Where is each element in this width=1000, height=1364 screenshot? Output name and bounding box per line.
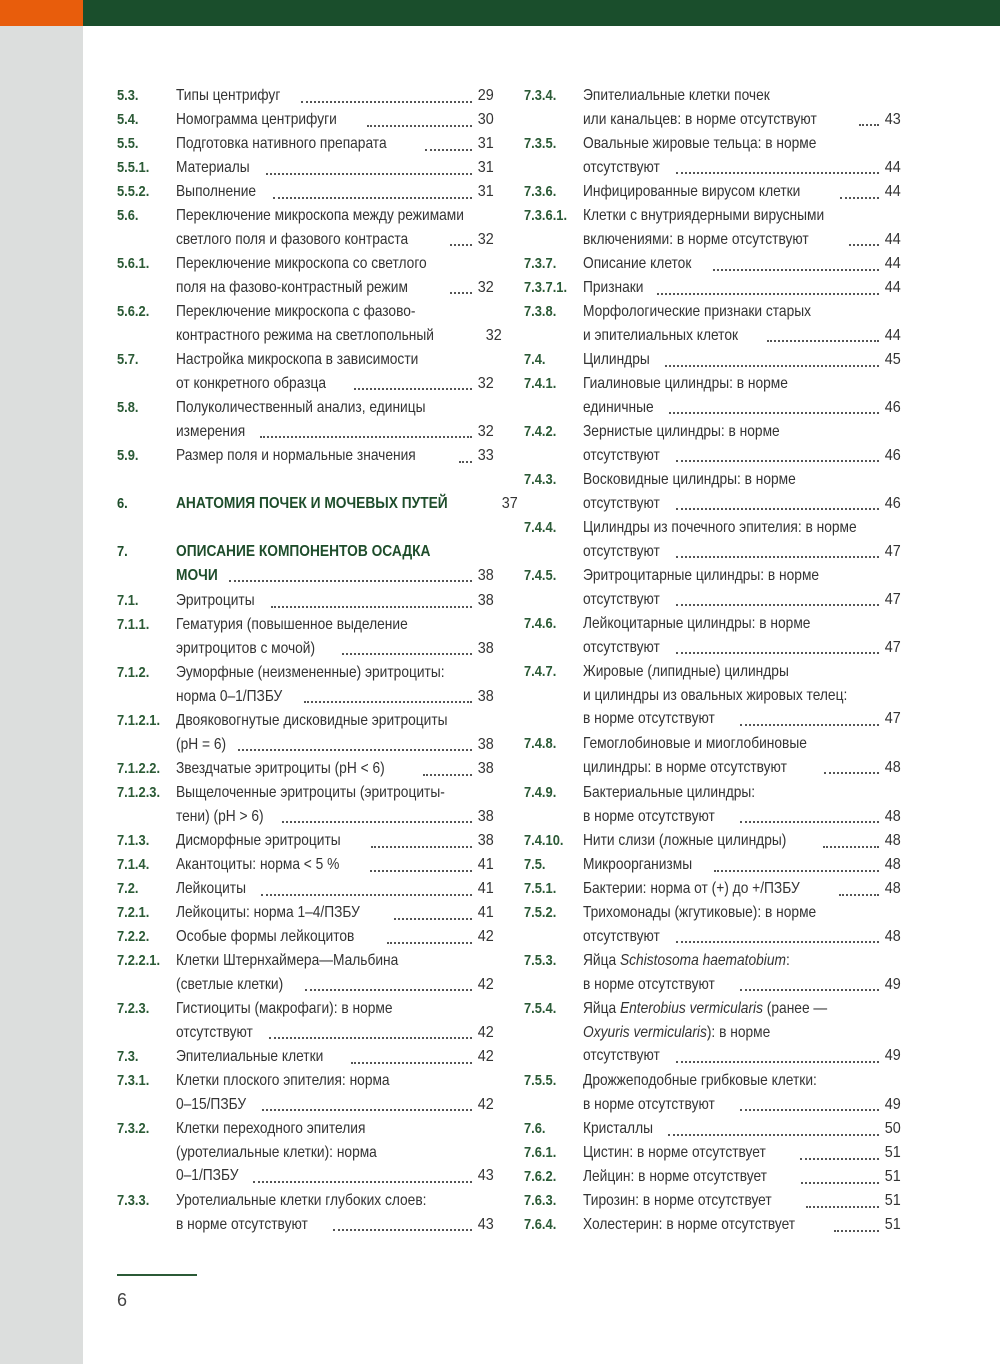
dot-leader [839, 894, 879, 896]
toc-entry-page: 48 [884, 880, 901, 897]
toc-entry-title: Гематурия (повышенное выделение [176, 616, 408, 633]
toc-entry-title: Описание клеток [583, 255, 692, 272]
toc-entry-title: Яйца Enterobius vermicularis (ранее — [583, 1000, 828, 1017]
toc-entry-title: Лейкоцитарные цилиндры: в норме [583, 615, 811, 632]
toc-entry-title: Холестерин: в норме отсутствует [583, 1216, 796, 1233]
toc-entry-title: поля на фазово-контрастный режим [176, 278, 408, 296]
toc-entry-page: 48 [884, 807, 901, 825]
toc-entry-title: включениями: в норме отсутствуют [583, 230, 809, 248]
toc-entry-number: 5.5.2. [117, 183, 150, 200]
dot-leader [801, 1182, 879, 1184]
toc-entry-title: (уротелиальные клетки): норма [176, 1143, 377, 1161]
toc-entry-title: Переключение микроскопа с фазово- [176, 303, 416, 320]
toc-entry-title: Кристаллы [583, 1120, 653, 1137]
dot-leader [665, 365, 880, 367]
toc-entry-number: 7.3.2. [117, 1120, 150, 1137]
toc-entry-number: 7.4.1. [524, 375, 557, 392]
toc-entry-title: отсутствуют [583, 542, 660, 560]
toc-entry-page: 47 [884, 638, 901, 656]
toc-entry-page: 47 [884, 710, 901, 727]
toc-entry-title: Бактерии: норма от (+) до +/ПЗБУ [583, 880, 800, 897]
dot-leader [262, 1109, 473, 1111]
toc-entry-page: 48 [884, 927, 901, 945]
toc-entry-title: Нити слизи (ложные цилиндры) [583, 832, 787, 849]
toc-entry-page: 32 [477, 422, 494, 440]
toc-entry-page: 44 [884, 255, 901, 272]
toc-entry-title: единичные [583, 398, 654, 416]
toc-entry-number: 7.5. [524, 856, 546, 873]
toc-entry-number: 7.6.4. [524, 1216, 557, 1233]
dot-leader [824, 772, 879, 774]
toc-entry-page: 32 [477, 278, 494, 296]
toc-entry-page: 38 [477, 735, 494, 753]
dot-leader [676, 941, 879, 943]
toc-entry-page: 46 [884, 446, 901, 464]
toc-entry-title: Типы центрифуг [176, 87, 281, 104]
toc-entry-page: 38 [477, 566, 494, 584]
dot-leader [657, 293, 879, 295]
toc-entry-number: 7.6. [524, 1120, 546, 1137]
toc-entry-number: 7.5.2. [524, 904, 557, 921]
dot-leader [253, 1181, 473, 1183]
toc-entry-page: 48 [884, 856, 901, 873]
toc-entry-title: контрастного режима на светлопольный [176, 326, 434, 344]
toc-entry-title: цилиндры: в норме отсутствуют [583, 758, 787, 776]
toc-entry-title: АНАТОМИЯ ПОЧЕК И МОЧЕВЫХ ПУТЕЙ [176, 495, 448, 512]
toc-entry-title: Эпителиальные клетки почек [583, 87, 770, 104]
toc-entry-page: 41 [477, 856, 494, 873]
toc-entry-page: 38 [477, 760, 494, 777]
toc-entry-page: 51 [884, 1216, 901, 1233]
header-green-band [83, 0, 1000, 26]
toc-entry-page: 43 [477, 1167, 494, 1184]
toc-entry-page: 49 [884, 1095, 901, 1113]
toc-entry-page: 48 [884, 832, 901, 849]
toc-entry-number: 7.1.2.1. [117, 712, 161, 729]
toc-entry-page: 37 [501, 495, 518, 512]
dot-leader [800, 1158, 880, 1160]
dot-leader [676, 508, 879, 510]
toc-entry-title: Настройка микроскопа в зависимости [176, 351, 419, 368]
toc-entry-number: 7.4.4. [524, 519, 557, 536]
toc-entry-page: 41 [477, 880, 494, 897]
toc-entry-number: 5.9. [117, 447, 139, 464]
left-margin-strip [0, 26, 83, 1364]
toc-entry-title: Выщелоченные эритроциты (эритроциты- [176, 784, 445, 801]
toc-entry-number: 7.4.10. [524, 832, 564, 849]
toc-entry-number: 7.2.2.1. [117, 952, 161, 969]
dot-leader [305, 989, 473, 991]
toc-entry-title: (светлые клетки) [176, 975, 284, 993]
dot-leader [849, 244, 879, 246]
toc-entry-page: 44 [884, 230, 901, 248]
dot-leader [740, 1109, 879, 1111]
toc-entry-number: 7.1. [117, 592, 139, 609]
dot-leader [676, 604, 879, 606]
toc-entry-number: 7.1.4. [117, 856, 150, 873]
toc-entry-number: 5.4. [117, 111, 139, 128]
toc-entry-number: 7.4. [524, 351, 546, 368]
toc-entry-number: 7. [117, 543, 128, 560]
toc-entry-number: 5.6. [117, 207, 139, 224]
toc-entry-title: (pH = 6) [176, 735, 227, 753]
toc-entry-title: Яйца Schistosoma haematobium: [583, 952, 790, 969]
toc-entry-title: светлого поля и фазового контраста [176, 230, 409, 248]
page-number: 6 [117, 1290, 128, 1310]
dot-leader [767, 340, 879, 342]
toc-entry-title: Клетки Штернхаймера—Мальбина [176, 952, 399, 969]
dot-leader [367, 125, 472, 127]
toc-entry-page: 30 [477, 111, 494, 128]
toc-entry-title: Эритроцитарные цилиндры: в норме [583, 567, 820, 584]
toc-entry-number: 7.5.1. [524, 880, 557, 897]
dot-leader [676, 1061, 879, 1063]
toc-entry-number: 7.5.5. [524, 1072, 557, 1089]
toc-entry-number: 7.4.6. [524, 615, 557, 632]
dot-leader [740, 989, 879, 991]
toc-entry-number: 7.6.2. [524, 1168, 557, 1185]
toc-entry-number: 5.3. [117, 87, 139, 104]
toc-entry-title: эритроцитов с мочой) [176, 639, 316, 657]
dot-leader [668, 1134, 879, 1136]
toc-entry-title: Oxyuris vermicularis): в норме [583, 1023, 771, 1041]
toc-entry-title: Цистин: в норме отсутствует [583, 1144, 766, 1161]
toc-entry-title: Двояковогнутые дисковидные эритроциты [176, 712, 448, 729]
toc-entry-title: ОПИСАНИЕ КОМПОНЕНТОВ ОСАДКА [176, 543, 431, 560]
toc-entry-number: 7.3.6.1. [524, 207, 568, 224]
toc-entry-title: Тирозин: в норме отсутствует [583, 1192, 772, 1209]
toc-entry-number: 7.1.2.3. [117, 784, 161, 801]
dot-leader [370, 870, 472, 872]
toc-entry-page: 42 [477, 928, 494, 945]
toc-entry-title: тени) (pH > 6) [176, 807, 264, 825]
dot-leader [282, 821, 472, 823]
dot-leader [271, 606, 472, 608]
toc-entry-title: Лейцин: в норме отсутствует [583, 1168, 767, 1185]
toc-entry-page: 44 [884, 326, 901, 344]
toc-entry-title: Лейкоциты [176, 880, 246, 897]
toc-entry-number: 7.3.6. [524, 183, 557, 200]
toc-entry-title: Жировые (липидные) цилиндры [583, 663, 789, 680]
dot-leader [387, 942, 472, 944]
toc-entry-page: 41 [477, 904, 494, 921]
dot-leader [301, 101, 472, 103]
toc-entry-number: 5.8. [117, 399, 139, 416]
toc-entry-title: 0–15/ПЗБУ [176, 1095, 247, 1113]
toc-entry-page: 51 [884, 1144, 901, 1161]
toc-entry-page: 42 [477, 1095, 494, 1113]
toc-entry-page: 42 [477, 1048, 494, 1065]
toc-entry-page: 32 [477, 230, 494, 248]
toc-entry-title: Цилиндры [583, 351, 650, 368]
dot-leader [676, 556, 879, 558]
toc-entry-number: 5.6.2. [117, 303, 150, 320]
toc-entry-page: 38 [477, 687, 494, 705]
toc-entry-number: 7.4.5. [524, 567, 557, 584]
toc-entry-number: 7.5.3. [524, 952, 557, 969]
dot-leader [266, 173, 473, 175]
dot-leader [450, 292, 473, 294]
dot-leader [676, 652, 879, 654]
toc-entry-page: 33 [477, 447, 494, 464]
toc-entry-page: 42 [477, 1023, 494, 1041]
toc-entry-number: 5.6.1. [117, 255, 150, 272]
toc-entry-title: Особые формы лейкоцитов [176, 928, 355, 945]
toc-entry-title: Клетки переходного эпителия [176, 1120, 366, 1137]
toc-entry-page: 31 [477, 159, 494, 176]
toc-entry-number: 7.3.4. [524, 87, 557, 104]
toc-entry-page: 49 [884, 1047, 901, 1064]
dot-leader [238, 749, 472, 751]
dot-leader [333, 1229, 472, 1231]
toc-entry-title: отсутствуют [583, 446, 660, 464]
toc-entry-number: 7.1.2. [117, 664, 150, 681]
toc-entry-title: отсутствуют [583, 927, 660, 945]
dot-leader [713, 269, 879, 271]
toc-entry-title: Подготовка нативного препарата [176, 135, 387, 152]
toc-entry-page: 51 [884, 1192, 901, 1209]
toc-entry-title: Эпителиальные клетки [176, 1048, 324, 1065]
dot-leader [273, 197, 472, 199]
toc-entry-title: Переключение микроскопа со светлого [176, 255, 427, 272]
toc-entry-number: 7.3. [117, 1048, 139, 1065]
toc-entry-number: 7.4.3. [524, 471, 557, 488]
toc-entry-page: 42 [477, 975, 494, 993]
toc-entry-title: Инфицированные вирусом клетки [583, 183, 801, 200]
toc-entry-page: 46 [884, 398, 901, 416]
toc-entry-number: 5.5.1. [117, 159, 150, 176]
toc-entry-page: 45 [884, 351, 901, 368]
toc-entry-title: МОЧИ [176, 566, 218, 584]
toc-entry-number: 7.4.7. [524, 663, 557, 680]
toc-entry-page: 49 [884, 975, 901, 993]
toc-entry-number: 7.2.2. [117, 928, 150, 945]
toc-entry-page: 51 [884, 1168, 901, 1185]
toc-entry-page: 38 [477, 639, 494, 657]
header-orange-block [0, 0, 83, 26]
toc-entry-title: отсутствуют [583, 158, 660, 176]
toc-entry-title: Морфологические признаки старых [583, 303, 812, 320]
toc-entry-title: Акантоциты: норма < 5 % [176, 856, 340, 873]
toc-entry-title: отсутствуют [176, 1023, 253, 1041]
dot-leader [840, 197, 879, 199]
dot-leader [450, 244, 472, 246]
toc-entry-page: 44 [884, 279, 901, 296]
toc-entry-title: от конкретного образца [176, 374, 327, 392]
dot-leader [459, 461, 472, 463]
toc-entry-page: 44 [884, 183, 901, 200]
toc-entry-title: Размер поля и нормальные значения [176, 447, 416, 464]
toc-entry-title: отсутствуют [583, 590, 660, 608]
toc-entry-page: 31 [477, 135, 494, 152]
toc-entry-title: Номограмма центрифуги [176, 111, 337, 128]
toc-entry-number: 7.2. [117, 880, 139, 897]
dot-leader [351, 1062, 472, 1064]
dot-leader [859, 124, 879, 126]
toc-entry-number: 7.3.3. [117, 1192, 150, 1209]
toc-entry-number: 7.1.3. [117, 832, 150, 849]
dot-leader [823, 846, 879, 848]
toc-entry-title: отсутствуют [583, 1047, 660, 1064]
toc-entry-title: Гемоглобиновые и миоглобиновые [583, 735, 807, 752]
toc-entry-page: 38 [477, 807, 494, 825]
dot-leader [229, 580, 473, 582]
toc-entry-page: 43 [477, 1215, 494, 1233]
toc-entry-title: Материалы [176, 159, 250, 176]
toc-entry-number: 7.6.3. [524, 1192, 557, 1209]
dot-leader [834, 1230, 880, 1232]
dot-leader [269, 1037, 472, 1039]
toc-entry-number: 7.5.4. [524, 1000, 557, 1017]
dot-leader [371, 846, 472, 848]
toc-entry-number: 7.3.7. [524, 255, 557, 272]
toc-entry-page: 50 [884, 1120, 901, 1137]
toc-entry-title: Гиалиновые цилиндры: в норме [583, 375, 788, 392]
toc-entry-number: 7.4.2. [524, 423, 557, 440]
dot-leader [354, 388, 472, 390]
toc-entry-page: 32 [485, 326, 502, 344]
dot-leader [740, 821, 879, 823]
toc-entry-title: Клетки с внутриядерными вирусными [583, 207, 825, 224]
dot-leader [304, 701, 473, 703]
dot-leader [342, 653, 472, 655]
toc-entry-title: в норме отсутствуют [583, 807, 715, 825]
toc-entry-title: Дрожжеподобные грибковые клетки: [583, 1072, 817, 1089]
toc-entry-title: измерения [176, 422, 246, 440]
toc-entry-title: отсутствуют [583, 494, 660, 512]
footer-rule [117, 1274, 197, 1276]
toc-entry-number: 6. [117, 495, 128, 512]
toc-entry-page: 47 [884, 542, 901, 560]
dot-leader [260, 436, 472, 438]
toc-entry-number: 7.3.8. [524, 303, 557, 320]
toc-entry-title: Зернистые цилиндры: в норме [583, 423, 780, 440]
toc-entry-title: Эуморфные (неизмененные) эритроциты: [176, 664, 445, 681]
dot-leader [714, 870, 879, 872]
toc-entry-page: 43 [884, 110, 901, 128]
toc-entry-number: 7.4.9. [524, 784, 557, 801]
toc-entry-title: Полуколичественный анализ, единицы [176, 399, 426, 416]
toc-entry-title: отсутствуют [583, 638, 660, 656]
toc-entry-title: Восковидные цилиндры: в норме [583, 471, 796, 488]
toc-entry-title: Клетки плоского эпителия: норма [176, 1072, 390, 1089]
dot-leader [423, 774, 473, 776]
dot-leader [740, 724, 879, 726]
toc-entry-page: 48 [884, 758, 901, 776]
toc-entry-page: 47 [884, 590, 901, 608]
toc-entry-number: 7.3.5. [524, 135, 557, 152]
toc-entry-title: Признаки [583, 279, 644, 296]
toc-entry-page: 29 [477, 87, 494, 104]
toc-entry-number: 7.4.8. [524, 735, 557, 752]
toc-entry-title: Бактериальные цилиндры: [583, 784, 756, 801]
toc-entry-title: в норме отсутствуют [176, 1215, 308, 1233]
toc-entry-title: и цилиндры из овальных жировых телец: [583, 686, 848, 704]
toc-entry-title: и эпителиальных клеток [583, 326, 738, 344]
toc-entry-title: Микроорганизмы [583, 856, 693, 873]
toc-entry-number: 7.2.1. [117, 904, 150, 921]
toc-entry-title: в норме отсутствуют [583, 975, 715, 993]
toc-entry-title: Гистиоциты (макрофаги): в норме [176, 1000, 393, 1017]
toc-entry-number: 5.7. [117, 351, 139, 368]
toc-entry-title: в норме отсутствуют [583, 1095, 715, 1113]
toc-entry-number: 5.5. [117, 135, 139, 152]
toc-entry-title: Трихомонады (жгутиковые): в норме [583, 904, 817, 921]
toc-entry-title: Эритроциты [176, 592, 255, 609]
toc-entry-number: 7.6.1. [524, 1144, 557, 1161]
toc-entry-title: Звездчатые эритроциты (pH < 6) [176, 760, 385, 777]
toc-entry-page: 46 [884, 494, 901, 512]
toc-entry-title: Выполнение [176, 183, 257, 200]
dot-leader [669, 412, 879, 414]
toc-entry-title: Лейкоциты: норма 1–4/ПЗБУ [176, 904, 360, 921]
toc-entry-number: 7.1.2.2. [117, 760, 161, 777]
dot-leader [425, 149, 472, 151]
toc-entry-title: норма 0–1/ПЗБУ [176, 687, 283, 705]
toc-entry-number: 7.3.1. [117, 1072, 150, 1089]
toc-entry-page: 31 [477, 183, 494, 200]
toc-entry-title: Цилиндры из почечного эпителия: в норме [583, 519, 857, 536]
dot-leader [394, 918, 472, 920]
dot-leader [261, 894, 472, 896]
toc-entry-title: Овальные жировые тельца: в норме [583, 135, 817, 152]
toc-entry-title: в норме отсутствуют [583, 710, 715, 727]
toc-entry-page: 38 [477, 832, 494, 849]
dot-leader [806, 1206, 879, 1208]
dot-leader [676, 460, 879, 462]
dot-leader [676, 172, 879, 174]
toc-entry-title: Уротелиальные клетки глубоких слоев: [176, 1192, 427, 1209]
toc-entry-number: 7.3.7.1. [524, 279, 568, 296]
toc-entry-title: или канальцев: в норме отсутствуют [583, 110, 817, 128]
toc-entry-number: 7.1.1. [117, 616, 150, 633]
toc-entry-page: 44 [884, 158, 901, 176]
toc-entry-number: 7.2.3. [117, 1000, 150, 1017]
toc-entry-title: Дисморфные эритроциты [176, 832, 341, 849]
toc-entry-title: 0–1/ПЗБУ [176, 1167, 239, 1184]
toc-entry-page: 38 [477, 592, 494, 609]
toc-entry-page: 32 [477, 374, 494, 392]
toc-entry-title: Переключение микроскопа между режимами [176, 207, 464, 224]
